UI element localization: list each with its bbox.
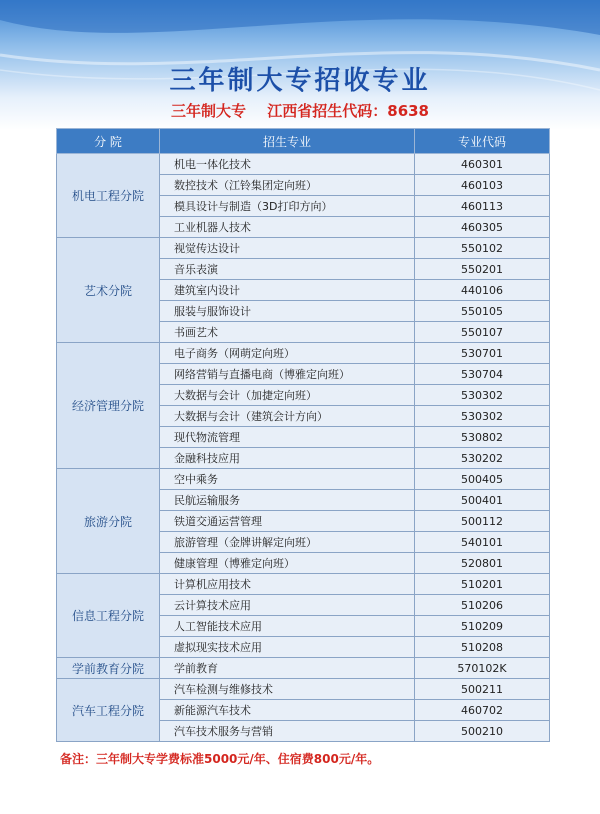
department-cell: 旅游分院 bbox=[57, 469, 160, 574]
table-row bbox=[57, 238, 550, 259]
major-name-cell: 计算机应用技术 bbox=[160, 574, 415, 595]
major-name-cell: 建筑室内设计 bbox=[160, 280, 415, 301]
major-code-cell: 510209 bbox=[415, 616, 550, 637]
major-name-cell: 机电一体化技术 bbox=[160, 154, 415, 175]
major-code-cell: 530302 bbox=[415, 385, 550, 406]
major-name-cell: 音乐表演 bbox=[160, 259, 415, 280]
table-body bbox=[57, 154, 550, 742]
department-cell: 艺术分院 bbox=[57, 238, 160, 343]
major-name-cell: 网络营销与直播电商（博雅定向班） bbox=[160, 364, 415, 385]
major-code-cell: 500112 bbox=[415, 511, 550, 532]
department-cell: 经济管理分院 bbox=[57, 343, 160, 469]
major-name-cell: 铁道交通运营管理 bbox=[160, 511, 415, 532]
program-type: 三年制大专 bbox=[171, 102, 247, 120]
major-name-cell: 现代物流管理 bbox=[160, 427, 415, 448]
major-name-cell: 金融科技应用 bbox=[160, 448, 415, 469]
major-code-cell: 500405 bbox=[415, 469, 550, 490]
major-code-cell: 530302 bbox=[415, 406, 550, 427]
major-code-cell: 460305 bbox=[415, 217, 550, 238]
table-row bbox=[57, 469, 550, 490]
major-name-cell: 虚拟现实技术应用 bbox=[160, 637, 415, 658]
major-code-cell: 530701 bbox=[415, 343, 550, 364]
major-name-cell: 数控技术（江铃集团定向班） bbox=[160, 175, 415, 196]
province-code: 江西省招生代码：8638 bbox=[267, 102, 429, 120]
major-code-cell: 550105 bbox=[415, 301, 550, 322]
major-name-cell: 云计算技术应用 bbox=[160, 595, 415, 616]
major-code-cell: 460301 bbox=[415, 154, 550, 175]
major-code-cell: 460113 bbox=[415, 196, 550, 217]
table-row bbox=[57, 574, 550, 595]
major-name-cell: 汽车技术服务与营销 bbox=[160, 721, 415, 742]
header-major: 招生专业 bbox=[160, 129, 415, 154]
major-name-cell: 新能源汽车技术 bbox=[160, 700, 415, 721]
major-code-cell: 500401 bbox=[415, 490, 550, 511]
department-cell: 学前教育分院 bbox=[57, 658, 160, 679]
major-name-cell: 书画艺术 bbox=[160, 322, 415, 343]
major-name-cell: 视觉传达设计 bbox=[160, 238, 415, 259]
table-row bbox=[57, 343, 550, 364]
major-code-cell: 510206 bbox=[415, 595, 550, 616]
table-row bbox=[57, 154, 550, 175]
major-code-cell: 500210 bbox=[415, 721, 550, 742]
major-code-cell: 550102 bbox=[415, 238, 550, 259]
major-code-cell: 530704 bbox=[415, 364, 550, 385]
table-row bbox=[57, 658, 550, 679]
majors-table bbox=[56, 128, 550, 742]
department-cell: 机电工程分院 bbox=[57, 154, 160, 238]
major-name-cell: 服装与服饰设计 bbox=[160, 301, 415, 322]
major-name-cell: 学前教育 bbox=[160, 658, 415, 679]
major-code-cell: 550201 bbox=[415, 259, 550, 280]
major-code-cell: 520801 bbox=[415, 553, 550, 574]
fee-note: 备注：三年制大专学费标准5000元/年、住宿费800元/年。 bbox=[60, 752, 380, 766]
major-code-cell: 440106 bbox=[415, 280, 550, 301]
major-code-cell: 530802 bbox=[415, 427, 550, 448]
table-row bbox=[57, 679, 550, 700]
major-code-cell: 530202 bbox=[415, 448, 550, 469]
major-code-cell: 540101 bbox=[415, 532, 550, 553]
header-department: 分 院 bbox=[57, 129, 160, 154]
major-name-cell: 民航运输服务 bbox=[160, 490, 415, 511]
major-name-cell: 人工智能技术应用 bbox=[160, 616, 415, 637]
major-name-cell: 健康管理（博雅定向班） bbox=[160, 553, 415, 574]
major-code-cell: 500211 bbox=[415, 679, 550, 700]
department-cell: 信息工程分院 bbox=[57, 574, 160, 658]
major-code-cell: 550107 bbox=[415, 322, 550, 343]
major-name-cell: 工业机器人技术 bbox=[160, 217, 415, 238]
department-cell: 汽车工程分院 bbox=[57, 679, 160, 742]
major-code-cell: 510201 bbox=[415, 574, 550, 595]
major-name-cell: 电子商务（网萌定向班） bbox=[160, 343, 415, 364]
table-header-row bbox=[57, 129, 550, 154]
major-code-cell: 510208 bbox=[415, 637, 550, 658]
major-name-cell: 空中乘务 bbox=[160, 469, 415, 490]
page-title: 三年制大专招收专业 bbox=[169, 66, 431, 96]
major-name-cell: 大数据与会计（建筑会计方向） bbox=[160, 406, 415, 427]
header-code: 专业代码 bbox=[415, 129, 550, 154]
major-code-cell: 570102K bbox=[415, 658, 550, 679]
major-name-cell: 模具设计与制造（3D打印方向） bbox=[160, 196, 415, 217]
major-name-cell: 汽车检测与维修技术 bbox=[160, 679, 415, 700]
major-code-cell: 460103 bbox=[415, 175, 550, 196]
major-name-cell: 旅游管理（金牌讲解定向班） bbox=[160, 532, 415, 553]
major-code-cell: 460702 bbox=[415, 700, 550, 721]
major-name-cell: 大数据与会计（加捷定向班） bbox=[160, 385, 415, 406]
page-subtitle bbox=[0, 100, 600, 121]
